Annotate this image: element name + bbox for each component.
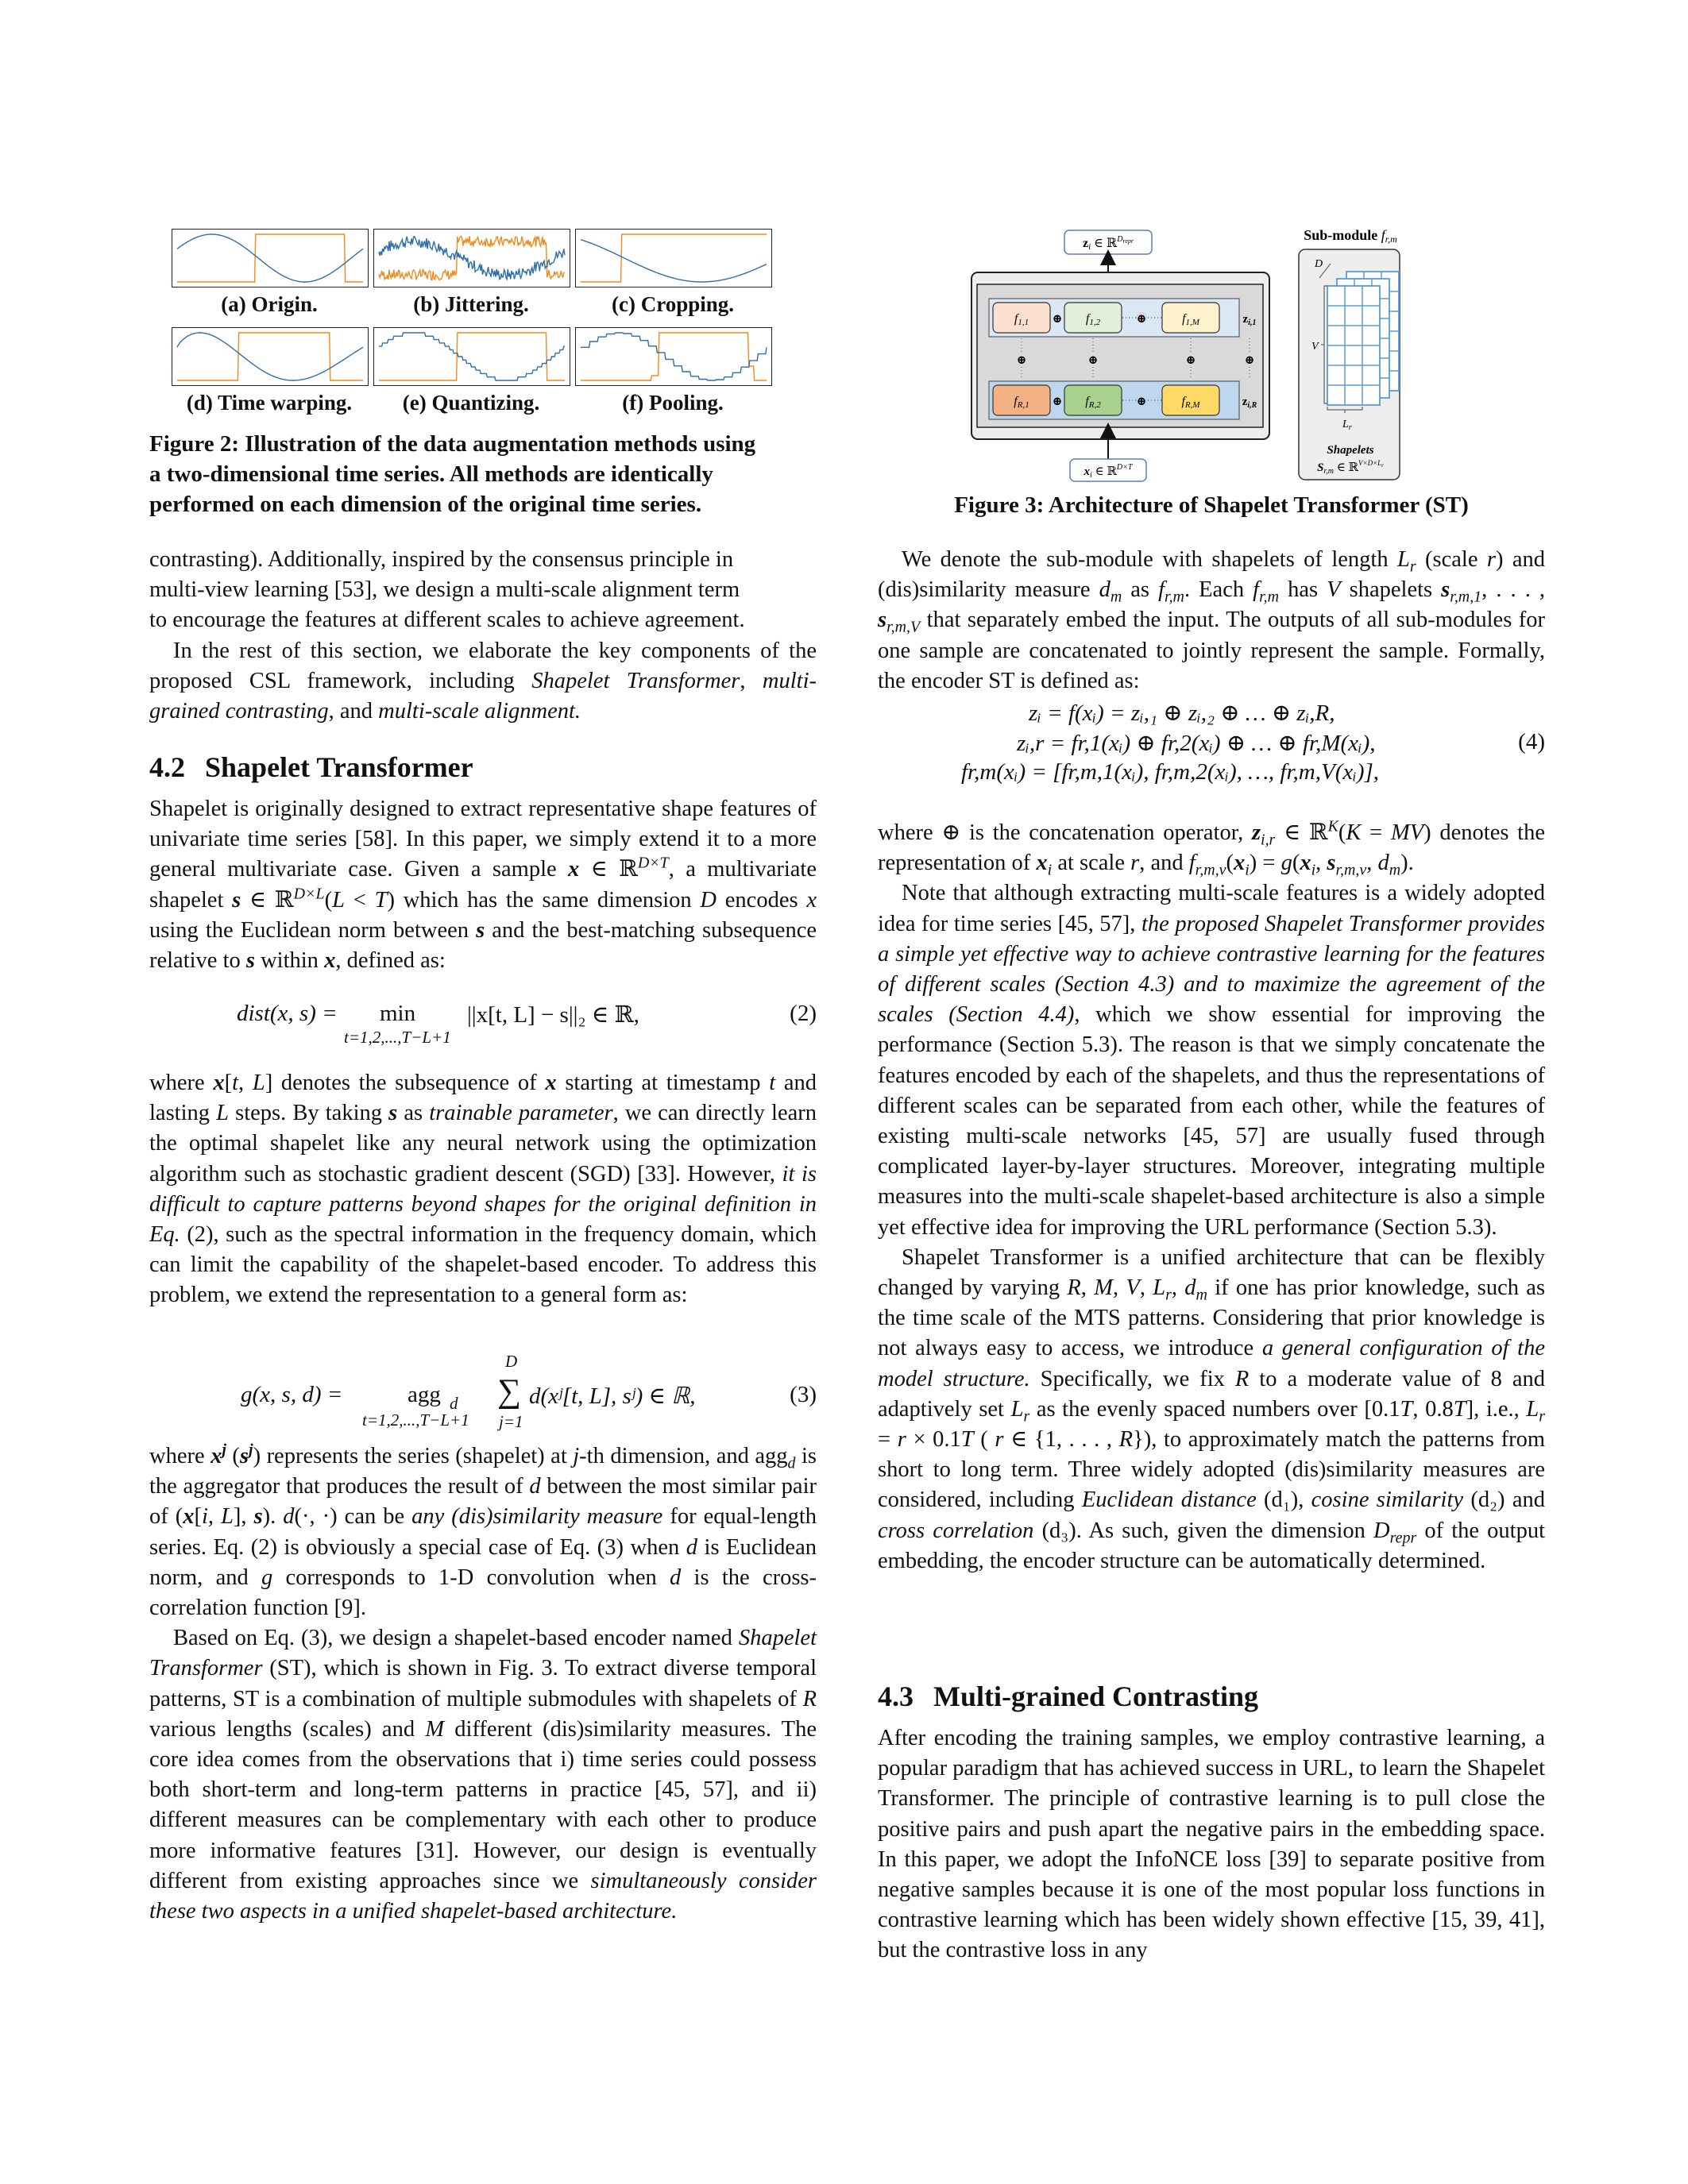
paragraph: where x[t, L] denotes the subsequence of x starting at timestamp t and lasting L steps. By taking s as trainable parameter, we can directly learn the optimal shapelet like any neural network using the optimization algorithm such as stochastic gradient descent (SGD) [33]. However, it is difficult to capture patterns beyond shapes for the original definition in Eq. (2), such as the spectral information in the frequency domain, which can limit the capability of the shapelet-based encoder. To address this problem, we extend the representation to a general form as:: [149, 1071, 817, 1308]
text: shapelets: [1340, 577, 1442, 603]
svg-text:⊕: ⊕: [1244, 354, 1255, 367]
subfigure-label: (d) Time warping.: [186, 391, 353, 415]
svg-text:⊕: ⊕: [1016, 354, 1027, 367]
text: can be: [337, 1504, 412, 1530]
paragraph-intro: [149, 545, 817, 727]
text: , defined as:: [335, 948, 446, 974]
section-heading-4-2: [149, 751, 473, 784]
eq-line-3: fr,m(xᵢ) = [fr,m,1(xᵢ), fr,m,2(xᵢ), …, fr,m,V(xᵢ)],: [961, 759, 1380, 785]
text: various lengths (scales) and: [149, 1716, 426, 1742]
text: and lasting: [149, 1071, 817, 1126]
cell-label: fR,M: [1181, 395, 1200, 410]
text: In the rest of this section, we elaborate the key components of the proposed CSL framework, including: [149, 638, 817, 693]
concat-icon: ⊕: [1136, 313, 1147, 326]
text: as: [397, 1101, 430, 1126]
text: (scale: [1416, 547, 1487, 572]
emphasis: trainable parameter: [429, 1101, 613, 1126]
text: different (dis)similarity measures. The core idea comes from the observations that i) time series could possess both short-term and long-term patterns in practice [45, 57], and ii) different measures can be complementary with each other to produce more informative features [31]. However, our design is eventually different from existing approaches since we: [149, 1716, 817, 1893]
paragraph: Shapelet is originally designed to extract representative shape features of univariate time series [58]. In this paper, we simply extend it to a more general multivariate case. Given a sample x ∈ ℝ$^{D\times T}$, a multivariate shapelet s ∈ ℝ$^{D\times L}$(L < T) which has the same dimension D encodes x using the Euclidean norm between s and the best-matching subsequence relative to s within x, defined as:: [149, 797, 817, 974]
eq-rhs: ||x[t, L] − s||₂ ∈ ℝ,: [467, 1002, 639, 1028]
series-dim1: [581, 240, 767, 282]
series-dim2: [177, 234, 363, 282]
cell-label: f1,2: [1085, 312, 1101, 327]
eq-lhs: g(x, s, d) =: [241, 1382, 343, 1407]
eq-rhs: d(xʲ[t, L], sʲ) ∈ ℝ,: [529, 1383, 696, 1409]
text: that separately embed the input. The outputs of all sub-modules for one sample are concatenated to jointly represent the sample. Formally, the encoder ST is defined as:: [878, 608, 1545, 693]
series-dim1: [177, 333, 363, 380]
emphasis: cosine similarity: [1311, 1488, 1464, 1513]
paragraph-agg: [149, 1441, 817, 1927]
svg-text:⊕: ⊕: [1185, 354, 1196, 367]
paragraph: Shapelet Transformer is a unified architecture that can be flexibly changed by varying R, M, V, $L_r$, $d_m$ if one has prior knowledge, such as the time scale of the MTS patterns. Considering that prior knowledge is not always easy to access, we introduce a general configuration of the model structure. Specifically, we fix R to a moderate value of 8 and adaptively set $L_r$ as the evenly spaced numbers over [0.1T, 0.8T], i.e., $L_r = r \times 0.1T$ ( r ∈ {1, . . . , R}), to approximately match the patterns from short to long term. Three widely adopted (dis)similarity measures are considered, including Euclidean distance (d₁), cosine similarity (d₂) and cross correlation (d₃). As such, given the dimension $D_{repr}$ of the output embedding, the encoder structure can be automatically determined.: [878, 1244, 1546, 1573]
text: to a moderate value of 8 and adaptively set: [878, 1366, 1545, 1422]
caption-line: Figure 2: Illustration of the data augmentation methods using: [149, 431, 756, 457]
eq-subscript: t=1,2,...,T−L+1: [362, 1410, 469, 1430]
dim-V-label: V: [1311, 341, 1319, 353]
equation-number: (2): [790, 1001, 817, 1026]
text: Based on Eq. (3), we design a shapelet-based encoder named: [173, 1626, 739, 1651]
emphasis: a general configuration of the model structure.: [878, 1336, 1545, 1391]
eq-operator: min: [380, 1001, 416, 1026]
series-dim2: [379, 237, 565, 280]
text: where ⊕ is the concatenation operator,: [878, 820, 1252, 845]
caption-line: a two-dimensional time series. All methods are identically: [149, 461, 713, 487]
emphasis: Shapelet Transformer: [149, 1626, 817, 1681]
text-line: multi-view learning [53], we design a multi-scale alignment term: [149, 577, 740, 603]
svg-text:⊕: ⊕: [1087, 354, 1099, 367]
text: (d₂) and: [1463, 1488, 1545, 1513]
eq-line-1: zᵢ = f(xᵢ) = zᵢ,₁ ⊕ zᵢ,₂ ⊕ … ⊕ zᵢ,R,: [1029, 700, 1335, 726]
emphasis: the proposed Shapelet Transformer provides a simple yet effective way to achieve contrastive learning for the features of different scales (Section 4.3) and to maximize the agreement of the scales (Section 4.4): [878, 911, 1545, 1028]
emphasis: multi-grained contrasting: [149, 668, 817, 724]
text: , and: [1139, 851, 1189, 876]
emphasis: any (dis)similarity measure: [411, 1504, 663, 1530]
equation-3: [149, 1350, 817, 1437]
text: and the best-matching subsequence relative to: [149, 917, 817, 974]
text: Note that although extracting multi-scale features is a widely adopted idea for time series [45, 57],: [878, 881, 1545, 936]
eq-line-2: zᵢ,r = fr,1(xᵢ) ⊕ fr,2(xᵢ) ⊕ … ⊕ fr,M(xᵢ),: [1017, 731, 1376, 756]
paragraph-concat: [878, 818, 1545, 1576]
text: starting at timestamp: [556, 1071, 770, 1095]
series-dim1: [177, 234, 363, 282]
text: , to approximately match the patterns from short to long term. Three widely adopted (dis)similarity measures are considered, including: [878, 1427, 1546, 1513]
text: ).: [262, 1504, 284, 1530]
figure-2-caption: [149, 429, 817, 519]
subfigure-label: (c) Cropping.: [611, 292, 734, 316]
emphasis: cross correlation: [878, 1518, 1034, 1543]
emphasis: Euclidean distance: [1081, 1488, 1257, 1513]
text: of the output embedding, the encoder structure can be automatically determined.: [878, 1518, 1546, 1573]
text: steps. By taking: [228, 1101, 389, 1126]
figure-3-diagram: [965, 229, 1458, 483]
emphasis: it is difficult to capture patterns beyond shapes for the original definition in Eq.: [149, 1161, 817, 1248]
text: . Each: [1184, 577, 1253, 603]
plot-jitter: [373, 229, 570, 287]
eq-sum-bottom: j=1: [499, 1412, 523, 1431]
shapelets-title: Shapelets: [1327, 444, 1374, 457]
text: (2), such as the spectral information in the frequency domain, which can limit the capability of the shapelet-based encoder. To address this problem, we extend the representation to a general form as:: [149, 1222, 817, 1308]
eq-subscript: t=1,2,...,T−L+1: [344, 1028, 451, 1047]
paragraph: [878, 878, 1545, 1242]
paragraph: After encoding the training samples, we employ contrastive learning, a popular paradigm that has achieved success in URL, to learn the Shapelet Transformer. The principle of contrastive learning is to pull close the positive pairs and push apart the negative pairs in the embedding space. In this paper, we adopt the InfoNCE loss [39] to separate positive from negative samples because it is one of the most popular loss functions in contrastive learning which has been widely shown effective [15, 39, 41], but the contrastive loss in any: [878, 1726, 1545, 1963]
paragraph-submodule: [878, 545, 1545, 696]
cell-label: fR,1: [1014, 395, 1029, 410]
text: if one has prior knowledge, such as the time scale of the MTS patterns. Considering that prior knowledge is not always easy to access, we introduce: [878, 1275, 1546, 1361]
text: is the aggregator that produces the result of: [149, 1444, 817, 1499]
section-title: Multi-grained Contrasting: [933, 1680, 1258, 1712]
text: at scale: [1052, 851, 1131, 876]
text: is the cross-correlation function [9].: [149, 1565, 817, 1621]
paragraph: We denote the sub-module with shapelets of length $L_r$ (scale r) and (dis)similarity measure $d_m$ as $f_{r,m}$. Each $f_{r,m}$ has V shapelets $s_{r,m,1}$, . . . , $s_{r,m,V}$ that separately embed the input. The outputs of all sub-modules for one sample are concatenated to jointly represent the sample. Formally, the encoder ST is defined as:: [878, 547, 1546, 693]
section-number: 4.3: [878, 1680, 914, 1712]
output-label: zi ∈ ℝ$^D$repr: [1082, 235, 1134, 252]
paragraph: Based on Eq. (3), we design a shapelet-based encoder named Shapelet Transformer (ST), which is shown in Fig. 3. To extract diverse temporal patterns, ST is a combination of multiple submodules with shapelets of R various lengths (scales) and M different (dis)similarity measures. The core idea comes from the observations that i) time series could possess both short-term and long-term patterns in practice [45, 57], and ii) different measures can be complementary with each other to produce more informative features [31]. However, our design is eventually different from existing approaches since we simultaneously consider these two aspects in a unified shapelet-based architecture.: [149, 1626, 817, 1924]
paragraph-shapelet: [149, 794, 817, 976]
z-row-R-label: $z_{i,R}$: [1242, 396, 1257, 410]
series-dim2: [379, 333, 565, 380]
text: which has the same dimension: [394, 887, 701, 913]
dim-L-label: $L_r$: [1342, 419, 1352, 432]
sum-icon: ∑: [497, 1373, 521, 1410]
text-line: to encourage the features at different scales to achieve agreement.: [149, 608, 745, 633]
eq-operator: agg: [408, 1382, 441, 1407]
subfigure-label: (b) Jittering.: [413, 292, 529, 316]
text: as the evenly spaced numbers over: [1029, 1396, 1365, 1422]
cell-label: f1,M: [1182, 312, 1199, 327]
text: , we can directly learn the optimal shapelet like any neural network using the optimization algorithm such as stochastic gradient descent (SGD) [33]. However,: [149, 1101, 817, 1187]
text: between the most similar pair of (: [149, 1474, 817, 1530]
text: (d₃). As such, given the dimension: [1033, 1518, 1374, 1543]
concat-icon: ⊕: [1052, 396, 1063, 408]
section-heading-4-3: [878, 1680, 1258, 1713]
caption-line: performed on each dimension of the original time series.: [149, 492, 702, 517]
plot-warp: [172, 327, 369, 386]
subfigure-label: (e) Quantizing.: [402, 391, 540, 415]
paragraph: where $x^j$ $(s^j)$ represents the series (shapelet) at j-th dimension, and agg$_d$ is the aggregator that produces the result of d between the most similar pair of (x[i, L], s). d(·, ·) can be any (dis)similarity measure for equal-length series. Eq. (2) is obviously a special case of Eq. (3) when d is Euclidean norm, and g corresponds to 1-D convolution when d is the cross-correlation function [9].: [149, 1441, 817, 1621]
emphasis: multi-scale alignment.: [378, 699, 581, 724]
text: encodes: [716, 887, 807, 913]
text: -th dimension, and agg: [579, 1444, 788, 1468]
cell-label: fR,2: [1085, 395, 1101, 410]
section-number: 4.2: [149, 751, 185, 783]
text-line: contrasting). Additionally, inspired by the consensus principle in: [149, 547, 734, 572]
subfigure-label: (a) Origin.: [221, 292, 318, 316]
plot-crop: [575, 229, 772, 287]
equation-number: (4): [1518, 729, 1545, 754]
plot-pool: [575, 327, 772, 386]
text: for equal-length series. Eq. (2) is obviously a special case of Eq. (3) when: [149, 1504, 817, 1560]
equation-2: [149, 1001, 817, 1056]
paragraph-rest-of-section: [149, 636, 817, 727]
text: We denote the sub-module with shapelets of length: [902, 547, 1397, 572]
text: , i.e.,: [1474, 1396, 1527, 1422]
text: Specifically, we fix: [1029, 1366, 1235, 1391]
dim-D-label: D: [1315, 258, 1323, 270]
text: has: [1279, 577, 1327, 603]
series-dim1: [581, 333, 767, 380]
text: denotes the subsequence of: [272, 1071, 546, 1095]
eq-lhs: dist(x, s) =: [237, 1001, 338, 1026]
section-title: Shapelet Transformer: [205, 751, 473, 783]
shapelet-grid-stack: [1327, 272, 1399, 405]
text: represents the series (shapelet) at: [261, 1444, 574, 1468]
series-dim1: [379, 333, 565, 380]
text: , and: [328, 699, 379, 724]
text: (d₁),: [1256, 1488, 1311, 1513]
paragraph-contrasting: [878, 1723, 1545, 1966]
figure-3-caption: Figure 3: Architecture of Shapelet Transformer (ST): [954, 492, 1469, 518]
series-dim2: [177, 333, 363, 380]
paragraph-where: [149, 1068, 817, 1311]
cell-label: f1,1: [1014, 312, 1029, 327]
concat-icon: ⊕: [1052, 313, 1063, 326]
text: where: [149, 1444, 211, 1468]
text: where: [149, 1071, 214, 1095]
text: ) and (dis)similarity measure: [878, 547, 1546, 603]
text: as: [1122, 577, 1159, 603]
shapelets-symbol: $S_{r,m}$ ∈ ℝ$^{V\times D\times L}$r: [1317, 459, 1384, 476]
text: Shapelet Transformer is a unified architecture that can be flexibly changed by varying: [878, 1244, 1545, 1301]
z-row-1-label: $z_{i,1}$: [1242, 313, 1257, 327]
emphasis: Shapelet Transformer: [531, 668, 740, 693]
text: Shapelet is originally designed to extract representative shape features of univariate time series [58]. In this paper, we simply extend it to a more general multivariate case. Given a sample: [149, 797, 817, 882]
text: within: [254, 948, 325, 974]
equation-number: (3): [790, 1382, 817, 1407]
text: (ST), which is shown in Fig. 3. To extract diverse temporal patterns, ST is a combination of multiple submodules with shapelets of: [149, 1656, 817, 1711]
text: denotes the representation of: [878, 820, 1545, 876]
figure-2: [172, 229, 807, 419]
subfigure-label: (f) Pooling.: [622, 391, 724, 415]
text: using the Euclidean norm between: [149, 917, 477, 943]
plot-origin: [172, 229, 369, 287]
text: is Euclidean norm, and: [149, 1534, 817, 1590]
equation-4: [878, 699, 1545, 794]
text: , which we show essential for improving the performance (Section 5.3). The reason is that we simply concatenate the features encoded by each of the shapelets, and thus the representations of different scales can be separated from each other, while the features of existing multi-scale networks [45, 57] are usually fused through complicated layer-by-layer structures. Moreover, integrating multiple measures into the multi-scale shapelet-based architecture is also a simple yet effective idea for improving the URL performance (Section 5.3).: [878, 1002, 1545, 1240]
paragraph: where ⊕ is the concatenation operator, $z_{i,r}$ ∈ ℝ$^K$(K = MV) denotes the representation of $x_i$ at scale r, and $f_{r,m,v}(x_i) = g(x_i$, $s_{r,m,v}$, $d_m$).: [878, 817, 1545, 879]
series-dim2: [581, 234, 767, 282]
eq-subscript: d: [450, 1394, 458, 1413]
emphasis: simultaneously consider these two aspects in a unified shapelet-based architecture.: [149, 1868, 817, 1924]
concat-icon: ⊕: [1136, 396, 1147, 408]
input-label: $x_i$ ∈ ℝ$^{D\times T}$: [1083, 463, 1133, 480]
text: ,: [740, 668, 763, 693]
text: corresponds to 1-D convolution when: [272, 1565, 670, 1590]
eq-sum-top: D: [505, 1352, 518, 1371]
plot-quant: [373, 327, 570, 386]
submodule-title: Sub-module fr,m: [1304, 229, 1397, 245]
